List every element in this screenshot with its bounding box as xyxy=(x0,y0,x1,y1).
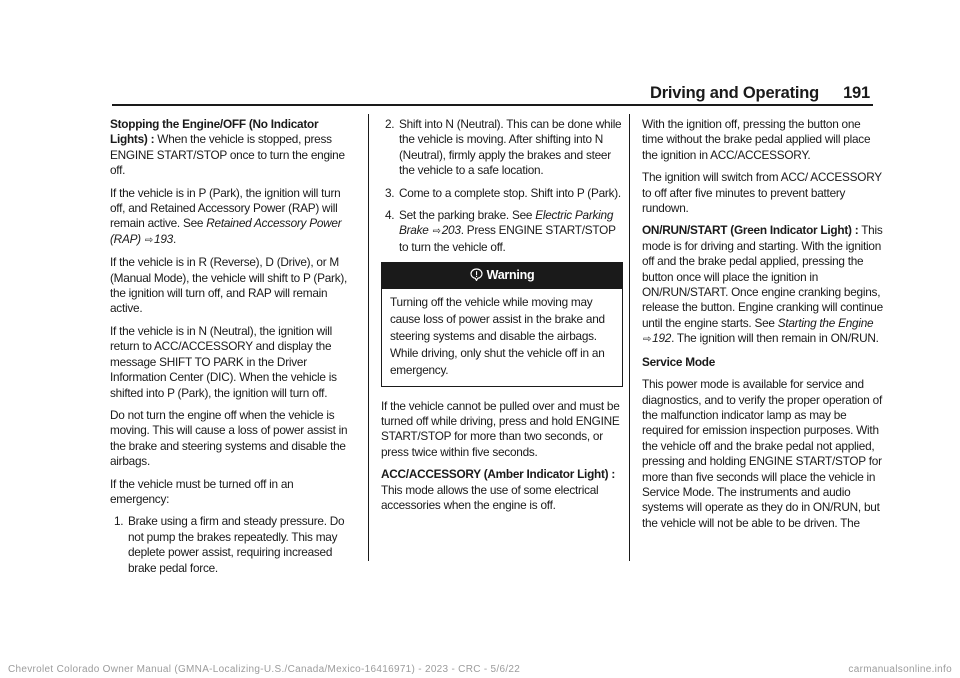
page-reference[interactable]: 192 xyxy=(652,331,672,346)
arrow-icon: ⇨ xyxy=(432,226,441,238)
section-title: Driving and Operating xyxy=(649,84,820,102)
paragraph-heading: Stopping the Engine/OFF (No Indicator Lights) : xyxy=(110,117,319,147)
footer xyxy=(0,663,960,678)
paragraph-reverse-drive: If the vehicle is in R (Reverse), D (Drive), or M (Manual Mode), the vehicle will shift to P (Park), the ignition will turn off, and RAP will remain active. xyxy=(110,255,348,316)
page-reference[interactable]: 193 xyxy=(154,231,173,246)
paragraph-cannot-pull-over: If the vehicle cannot be pulled over and must be turned off while driving, press and hold ENGINE START/STOP for more than two seconds, or press twice within five seconds. xyxy=(381,398,620,459)
warning-title: Warning xyxy=(486,268,535,283)
column-1 xyxy=(110,117,352,583)
paragraph-accessory-mode xyxy=(381,467,623,513)
cross-reference-link[interactable]: Starting the Engine xyxy=(777,315,874,330)
service-mode-heading: Service Mode xyxy=(642,354,716,369)
step-number: 4. xyxy=(385,208,395,223)
emergency-steps-list xyxy=(110,514,352,576)
paragraph-text: This mode allows the use of some electrical accessories when the engine is off. xyxy=(381,482,599,513)
step-text: Brake using a firm and steady pressure. Do not pump the brakes repeatedly. This may deplete power assist, requiring increased brake pedal force. xyxy=(128,514,345,575)
paragraph-do-not-turn-off: Do not turn the engine off when the vehicle is moving. This will cause a loss of power assist in the brake and steering systems and disable the airbags. xyxy=(110,407,348,469)
list-item xyxy=(110,514,352,576)
step-number: 2. xyxy=(385,117,395,131)
column-divider-1 xyxy=(368,114,369,561)
list-item xyxy=(381,117,623,179)
paragraph-heading: ON/RUN/START (Green Indicator Light) : xyxy=(642,223,859,238)
warning-box xyxy=(381,262,623,386)
paragraph-stopping-engine xyxy=(110,117,352,179)
paragraph-park xyxy=(110,186,352,249)
paragraph-battery-rundown: The ignition will switch from ACC/ ACCESSORY to off after five minutes to prevent battery rundown. xyxy=(642,170,882,216)
step-number: 1. xyxy=(114,514,124,529)
punctuation: . xyxy=(172,231,177,246)
step-number: 3. xyxy=(385,185,395,200)
paragraph-on-run-start xyxy=(642,223,884,347)
column-3 xyxy=(642,117,884,538)
footer-document-info: Chevrolet Colorado Owner Manual (GMNA-Localizing-U.S./Canada/Mexico-16416971) - 2023 - CRC - 5/6/22 xyxy=(8,664,521,675)
cross-reference-link[interactable]: Electric Parking Brake xyxy=(399,208,614,238)
warning-text: Turning off the vehicle while moving may cause loss of power assist in the brake and steering systems and disable the airbags. While driving, only shut the vehicle off in an emergency. xyxy=(390,294,605,378)
step-text: Set the parking brake. See xyxy=(399,208,536,223)
paragraph-neutral: If the vehicle is in N (Neutral), the ignition will return to ACC/ACCESSORY and display the message SHIFT TO PARK in the Driver Information Center (DIC). When the vehicle is shifted into P (Park), the ignition will turn off. xyxy=(110,323,337,400)
paragraph-text: This mode is for driving and starting. With the ignition off and the brake pedal applied, pressing the button once will place the ignition in ON/RUN/START. Once engine cranking begins, release the button. Engine cranking will continue until the engine starts. See xyxy=(642,223,883,330)
paragraph-ignition-off: With the ignition off, pressing the button one time without the brake pedal applied will place the ignition in ACC/ACCESSORY. xyxy=(642,117,871,162)
paragraph-text: When the vehicle is stopped, press ENGINE START/STOP once to turn the engine off. xyxy=(110,132,345,178)
paragraph-text: . The ignition will then remain in ON/RUN. xyxy=(671,331,879,346)
column-divider-2 xyxy=(629,114,630,561)
header-rule xyxy=(112,104,873,106)
step-text: . Press ENGINE START/STOP to turn the vehicle off. xyxy=(399,223,616,254)
paragraph-heading: ACC/ACCESSORY (Amber Indicator Light) : xyxy=(381,467,616,482)
step-text: Come to a complete stop. Shift into P (Park). xyxy=(399,185,621,200)
arrow-icon: ⇨ xyxy=(643,334,652,346)
step-text: Shift into N (Neutral). This can be done while the vehicle is moving. After shifting into N (Neutral), firmly apply the brakes and steer the vehicle to a safe location. xyxy=(399,117,622,178)
column-2 xyxy=(381,117,623,521)
arrow-icon: ⇨ xyxy=(144,234,154,246)
list-item xyxy=(381,186,623,201)
warning-icon xyxy=(470,268,483,281)
page-number: 191 xyxy=(843,84,870,102)
running-header xyxy=(650,84,870,103)
page-reference[interactable]: 203 xyxy=(441,223,461,238)
list-item xyxy=(381,208,623,255)
paragraph-emergency: If the vehicle must be turned off in an emergency: xyxy=(110,476,294,506)
emergency-steps-list-continued xyxy=(381,117,623,255)
cross-reference-link[interactable]: Retained Accessory Power (RAP) xyxy=(110,216,342,246)
watermark: carmanualsonline.info xyxy=(848,664,952,675)
paragraph-text: If the vehicle is in P (Park), the ignition will turn off, and Retained Accessory Power (RAP) will remain active. See xyxy=(110,185,341,231)
warning-header xyxy=(382,263,622,288)
paragraph-service-mode: This power mode is available for service and diagnostics, and to verify the proper operation of the malfunction indicator lamp as may be required for emission inspection purposes. With the vehicle off and the brake pedal not applied, pressing and holding ENGINE START/STOP for more than five seconds will place the vehicle in Service Mode. The instruments and audio systems will operate as they do in ON/RUN, but the vehicle will not be able to be driven. The xyxy=(642,377,882,530)
